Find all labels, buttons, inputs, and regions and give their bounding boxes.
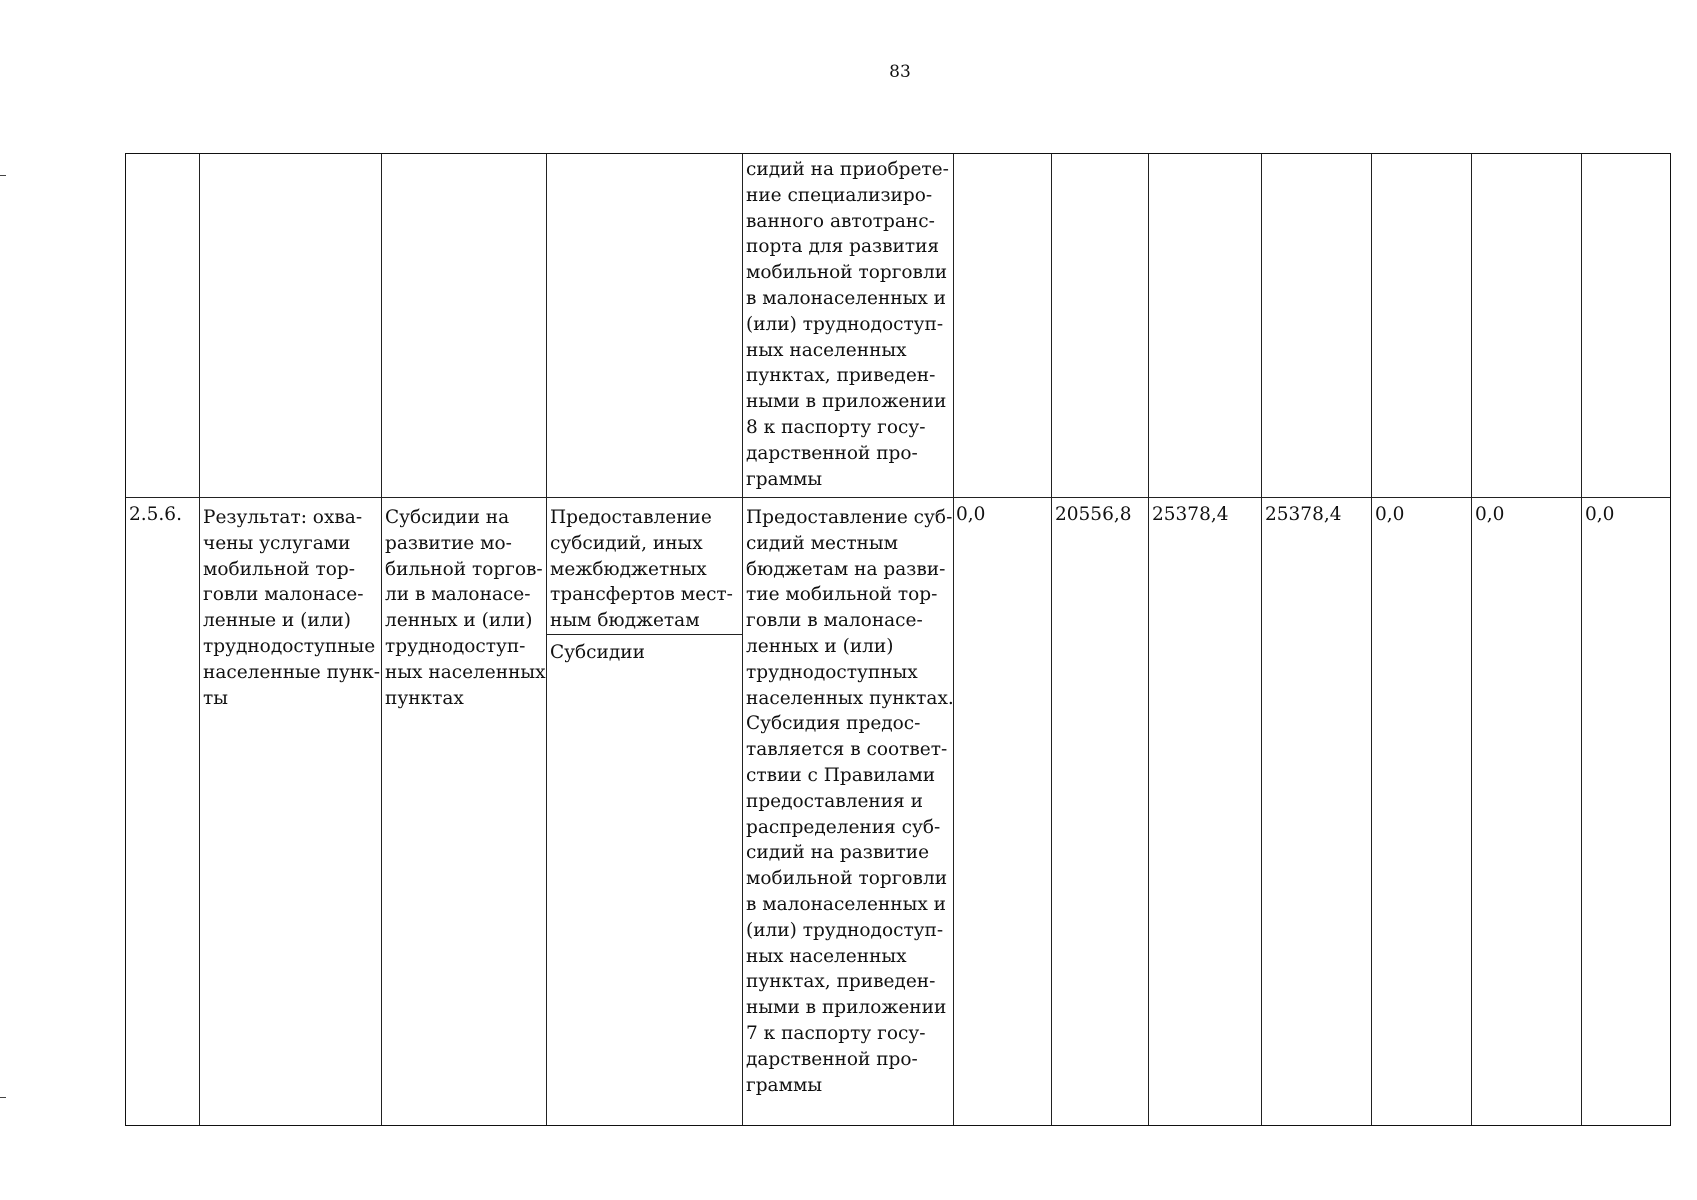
row-divider: [126, 497, 1670, 498]
type-cell-divider: [546, 634, 742, 635]
left-margin-mark-2: [0, 1097, 6, 1098]
col-divider-11: [1581, 154, 1582, 1125]
row-result: Результат: охва- чены услугами мобильной тор- говли малонасе- ленные и (или) труднодоступные населенные пунк- ты: [203, 507, 380, 709]
page-number: 83: [889, 62, 911, 82]
row-number: 2.5.6.: [129, 504, 182, 525]
col-divider-8: [1261, 154, 1262, 1125]
row-description: Предоставление суб- сидий местным бюджетам на разви- тие мобильной тор- говли в малонасе- ленных и (или) труднодоступных населенных пунктах. Субсидия предос- тавляется в соответ- ствии с Правилами предоставления и распределения суб- сидий на развитие мобильной торговли в малонаселенных и (или) труднодоступ- ных населенных пунктах, приведен- ными в приложении 7 к паспорту госу- дарственной про- граммы: [746, 507, 954, 1096]
value-cell: 25378,4: [1265, 504, 1342, 525]
col-divider-6: [1051, 154, 1052, 1125]
row-type-bottom: Субсидии: [550, 642, 645, 663]
value-cell: 20556,8: [1055, 504, 1132, 525]
col-divider-10: [1471, 154, 1472, 1125]
value-cell: 25378,4: [1152, 504, 1229, 525]
left-margin-mark-1: [0, 175, 6, 176]
value-cell: 0,0: [1585, 504, 1615, 525]
col-divider-9: [1371, 154, 1372, 1125]
value-cell: 0,0: [956, 504, 986, 525]
value-cell: 0,0: [1375, 504, 1405, 525]
row-type-top: Предоставление субсидий, иных межбюджетных трансфертов мест- ным бюджетам: [550, 507, 733, 632]
col-divider-7: [1148, 154, 1149, 1125]
budget-table: [125, 153, 1671, 1126]
row-name: Субсидии на развитие мо- бильной торгов- ли в малонасе- ленных и (или) труднодоступ- ных населенных пунктах: [385, 507, 546, 709]
continued-description: сидий на приобрете- ние специализиро- ванного автотранс- порта для развития мобильной торговли в малонаселенных и (или) труднодоступ- ных населенных пунктах, приведен- ными в приложении 8 к паспорту госу- дарственной про- граммы: [746, 159, 949, 490]
value-cell: 0,0: [1475, 504, 1505, 525]
